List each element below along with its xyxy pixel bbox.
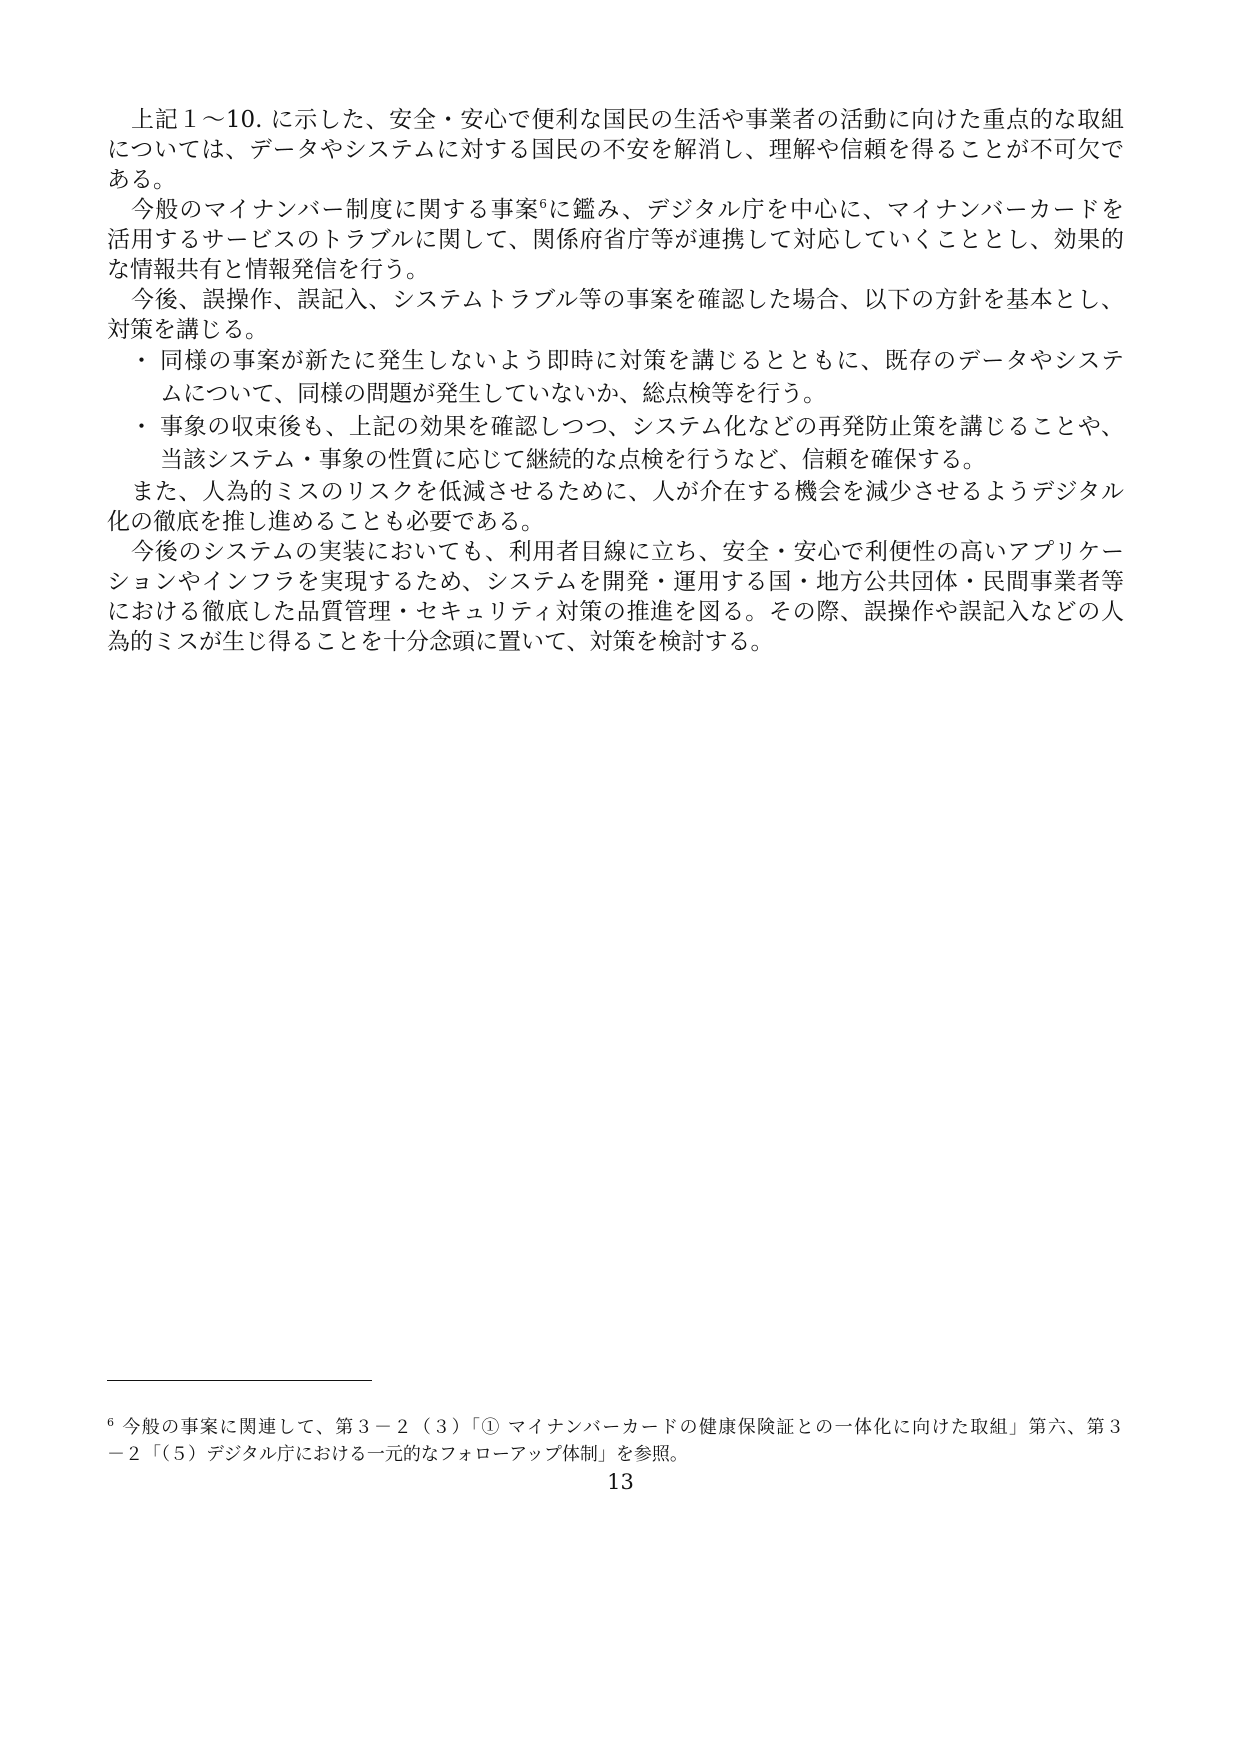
bullet-marker: ・ [130,348,153,374]
paragraph-line: 上記１〜10. に示した、安全・安心で便利な国民の生活や事業者の活動に向けた重点的な取組 [131,107,1124,133]
paragraph-line: な情報共有と情報発信を行う。 [107,257,429,283]
footnote-line: －２「（５）デジタル庁における一元的なフォローアップ体制」を参照。 [107,1444,688,1465]
paragraph-line: ションやインフラを実現するため、システムを開発・運用する国・地方公共団体・民間事業者等 [107,569,1124,595]
paragraph-line: 今後のシステムの実装においても、利用者目線に立ち、安全・安心で利便性の高いアプリケー [131,539,1124,565]
paragraph-line: 活用するサービスのトラブルに関して、関係府省庁等が連携して対応していくこととし、効果的 [107,227,1124,253]
bullet-line: 事象の収束後も、上記の効果を確認しつつ、システム化などの再発防止策を講じることや、 [160,414,1124,440]
paragraph-line: ある。 [107,167,176,193]
footnote-line [107,1414,1124,1441]
footnote-separator [107,1380,372,1381]
paragraph-line: 対策を講じる。 [107,317,268,343]
paragraph [107,537,1124,657]
footnote-reference: 6 [539,197,547,211]
paragraph [107,477,1124,537]
paragraph-line: における徹底した品質管理・セキュリティ対策の推進を図る。その際、誤操作や誤記入などの人 [107,599,1124,625]
bullet-marker: ・ [130,414,153,440]
paragraph-line: 化の徹底を推し進めることも必要である。 [107,509,544,535]
paragraph [107,285,1124,345]
line-text: に鑑み、デジタル庁を中心に、マイナンバーカードを [546,197,1124,223]
bullet-item [107,345,1124,411]
bullet-line: 当該システム・事象の性質に応じて継続的な点検を行うなど、信頼を確保する。 [160,447,986,473]
bullet-item [107,411,1124,477]
page-number: 13 [607,1470,634,1494]
paragraph-line: 為的ミスが生じ得ることを十分念頭に置いて、対策を検討する。 [107,629,774,655]
paragraph-line [107,195,1124,225]
bullet-line: 同様の事案が新たに発生しないよう即時に対策を講じるとともに、既存のデータやシステ [160,348,1124,374]
paragraph-line: 今後、誤操作、誤記入、システムトラブル等の事案を確認した場合、以下の方針を基本とし、 [131,287,1124,313]
footnote-text: 今般の事案に関連して、第３－２（３）「① マイナンバーカードの健康保険証との一体化に向けた取組」第六、第３ [121,1417,1124,1438]
paragraph [107,105,1124,195]
line-text: 今般のマイナンバー制度に関する事案 [131,197,540,223]
footnote-number: 6 [107,1416,114,1429]
footnote [107,1414,1124,1468]
paragraph [107,195,1124,285]
paragraph-line: については、データやシステムに対する国民の不安を解消し、理解や信頼を得ることが不可欠で [107,137,1124,163]
body-text [107,105,1124,657]
paragraph-line: また、人為的ミスのリスクを低減させるために、人が介在する機会を減少させるようデジタル [131,479,1124,505]
bullet-line: ムについて、同様の問題が発生していないか、総点検等を行う。 [160,381,827,407]
